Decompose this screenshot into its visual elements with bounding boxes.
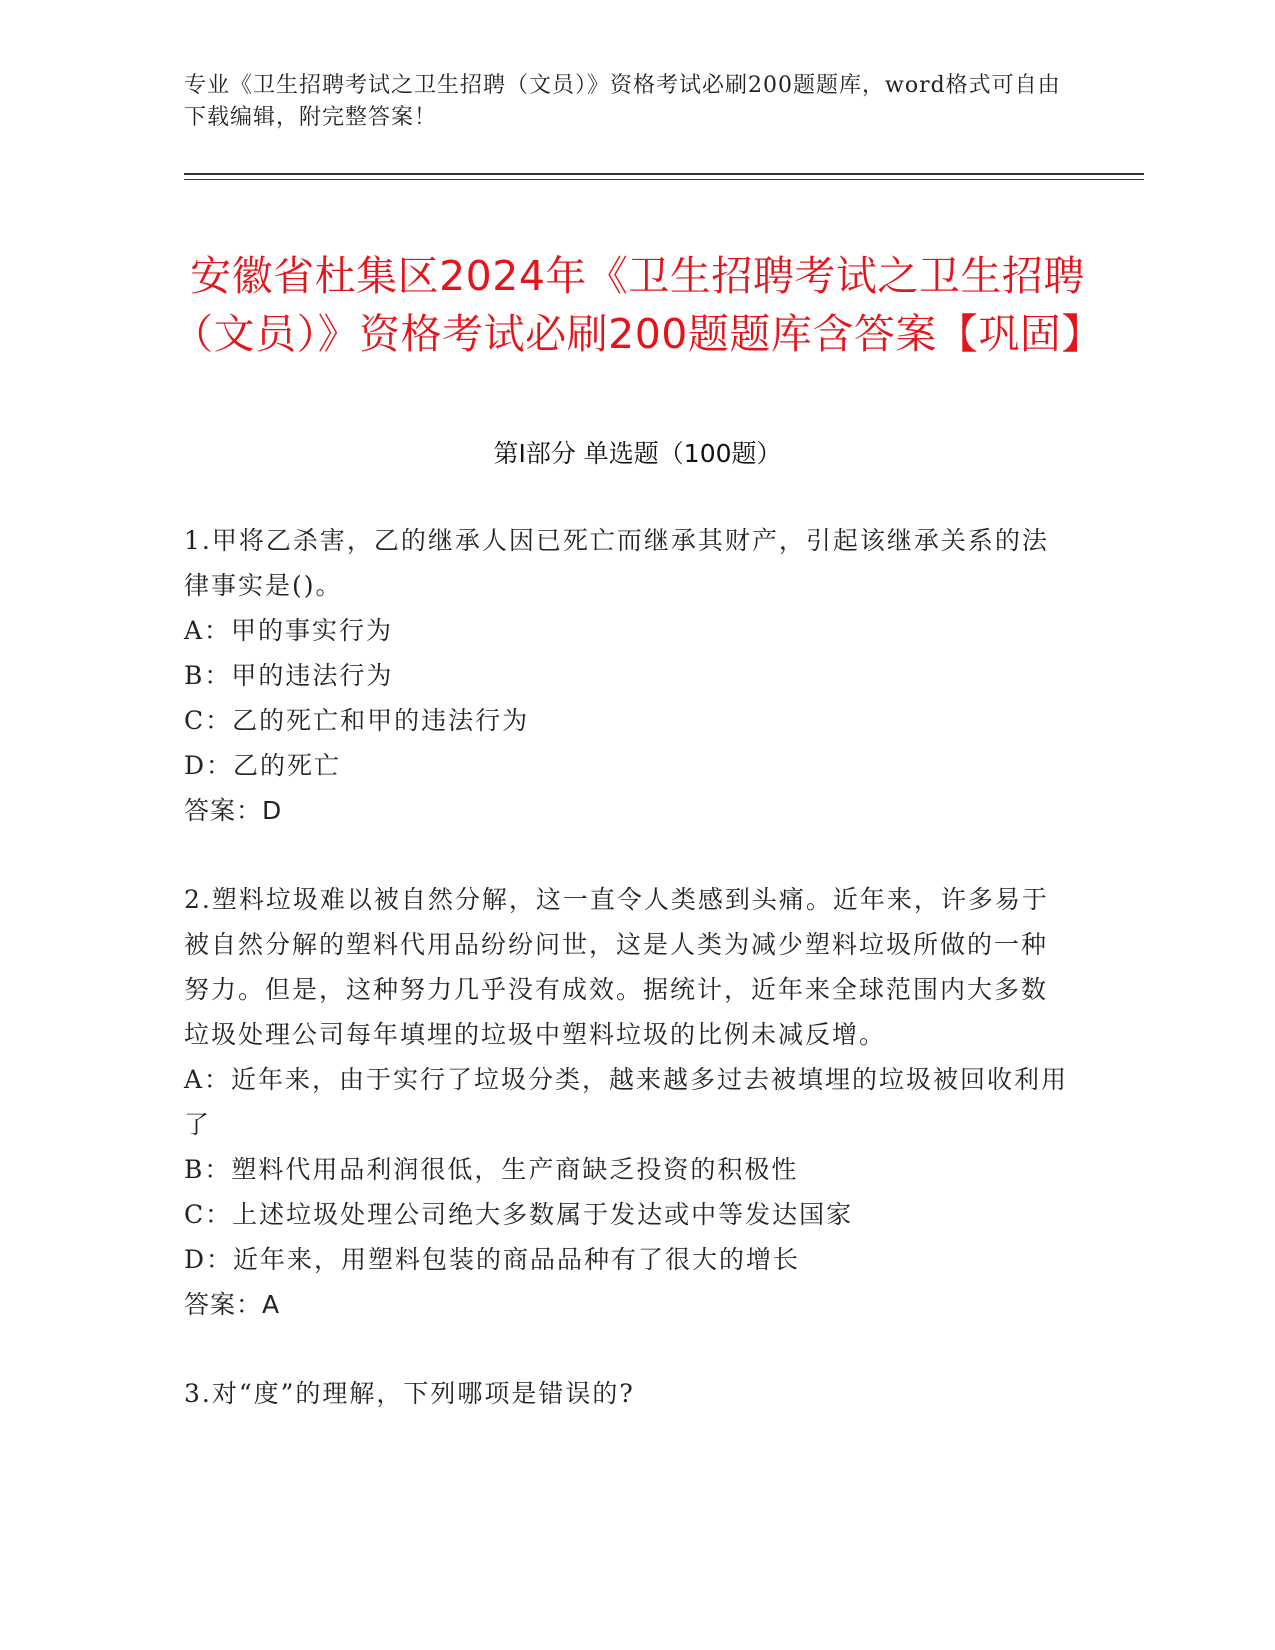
header-divider-thick [184, 173, 1144, 175]
question-stem: 2.塑料垃圾难以被自然分解，这一直令人类感到头痛。近年来，许多易于被自然分解的塑料代用品纷纷问世，这是人类为减少塑料垃圾所做的一种努力。但是，这种努力几乎没有成效。据统计，近年来全球范围内大多数垃圾处理公司每年填埋的垃圾中塑料垃圾的比例未减反增。 [184, 885, 1049, 1049]
question-1 [184, 518, 1074, 833]
header-divider-thin [184, 179, 1144, 180]
option-c: C：上述垃圾处理公司绝大多数属于发达或中等发达国家 [184, 1200, 854, 1229]
option-a: A：近年来，由于实行了垃圾分类，越来越多过去被填埋的垃圾被回收利用了 [184, 1065, 1069, 1139]
answer-line: 答案：D [184, 796, 283, 825]
option-d: D：乙的死亡 [184, 751, 342, 780]
answer-line: 答案：A [184, 1290, 281, 1319]
option-c: C：乙的死亡和甲的违法行为 [184, 706, 530, 735]
option-a: A：甲的事实行为 [184, 616, 394, 645]
question-2 [184, 877, 1074, 1327]
option-b: B：塑料代用品利润很低，生产商缺乏投资的积极性 [184, 1155, 799, 1184]
question-list [184, 518, 1074, 1460]
option-d: D：近年来，用塑料包装的商品品种有了很大的增长 [184, 1245, 801, 1274]
question-stem: 3.对“度”的理解，下列哪项是错误的? [184, 1379, 635, 1408]
document-title: 安徽省杜集区2024年《卫生招聘考试之卫生招聘（文员）》资格考试必刷200题题库含答案【巩固】 [172, 252, 1103, 359]
option-b: B：甲的违法行为 [184, 661, 394, 690]
question-3 [184, 1371, 1074, 1416]
header-note: 专业《卫生招聘考试之卫生招聘（文员）》资格考试必刷200题题库，word格式可自由下载编辑，附完整答案！ [184, 73, 1061, 130]
question-stem: 1.甲将乙杀害，乙的继承人因已死亡而继承其财产，引起该继承关系的法律事实是()。 [184, 526, 1049, 600]
section-heading: 第I部分 单选题（100题） [493, 439, 782, 468]
